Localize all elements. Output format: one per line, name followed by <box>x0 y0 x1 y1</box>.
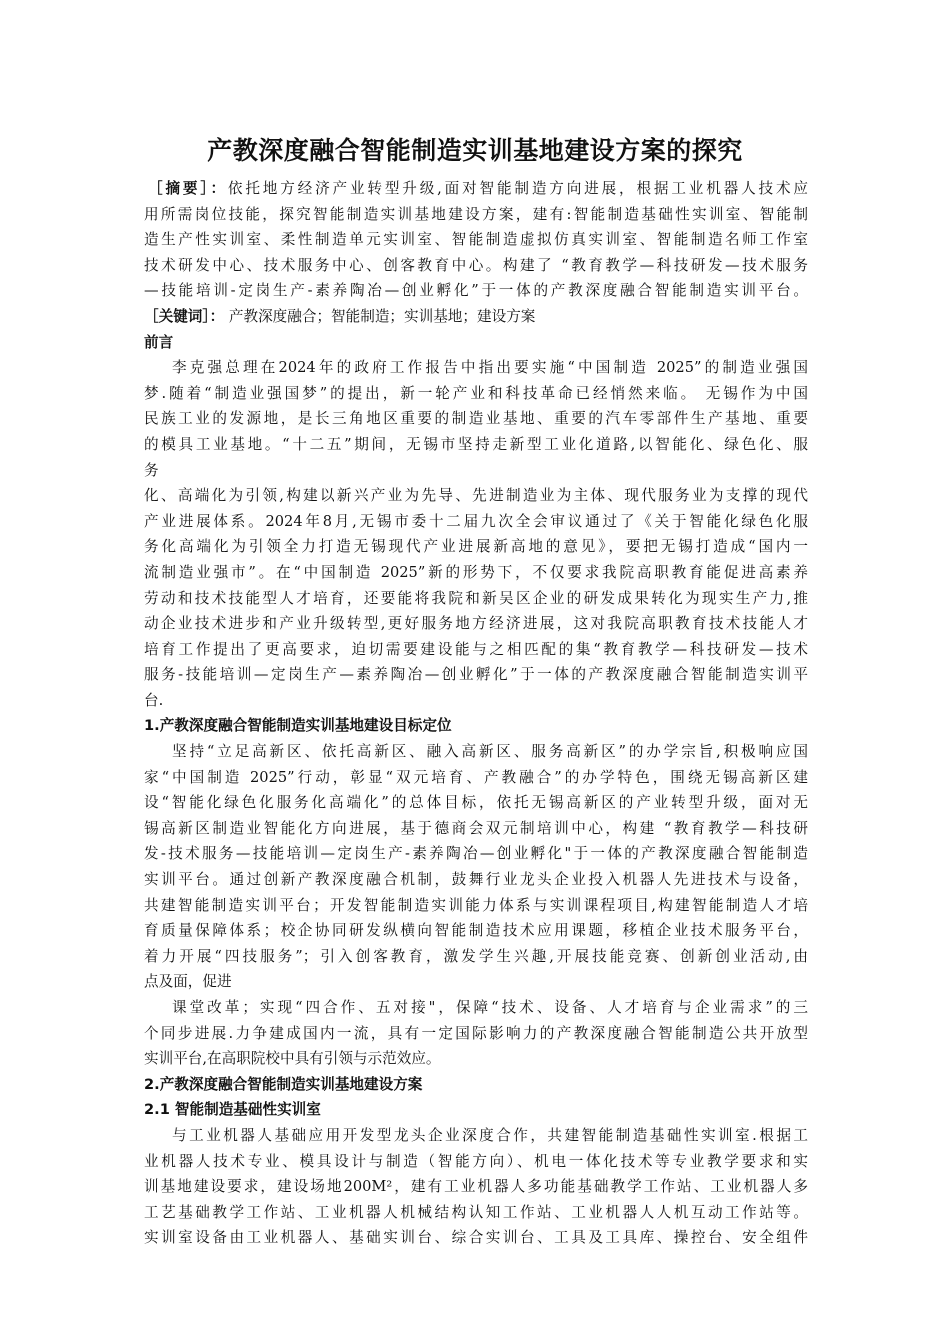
paragraph-line: 服务-技能培训—定岗生产—素养陶冶—创业孵化”于一体的产教深度融合智能制造实训平 <box>144 666 808 684</box>
document-body <box>144 176 808 1251</box>
section-2-1-heading: 2.1 智能制造基础性实训室 <box>144 1101 321 1119</box>
paragraph-line: 产业进展体系。2024年8月,无锡市委十二届九次全会审议通过了《关于智能化绿色化服 <box>144 512 808 530</box>
document-title: 产教深度融合智能制造实训基地建设方案的探究 <box>207 136 743 165</box>
paragraph-line: 设“智能化绿色化服务化高端化”的总体目标，依托无锡高新区的产业转型升级，面对无 <box>144 794 808 812</box>
paragraph-line: 工艺基础教学工作站、工业机器人机械结构认知工作站、工业机器人人机互动工作站等。 <box>144 1203 808 1221</box>
paragraph-line: 动企业技术进步和产业升级转型,更好服务地方经济进展，这对我院高职教育技术技能人才 <box>144 615 808 633</box>
paragraph-line: 点及面，促进 <box>144 973 232 991</box>
paragraph-line: 李克强总理在2024年的政府工作报告中指出要实施“中国制造 2025”的制造业强国 <box>172 359 808 377</box>
abstract-text: 依托地方经济产业转型升级,面对智能制造方向进展，根据工业机器人技术应 <box>227 180 808 197</box>
paragraph-line: 个同步进展.力争建成国内一流，具有一定国际影响力的产教深度融合智能制造公共开放型 <box>144 1024 808 1042</box>
section-2-1-paragraph <box>144 1123 808 1251</box>
paragraph-line: 家“中国制造 2025”行动，彰显“双元培育、产教融合”的办学特色，围绕无锡高新区建 <box>144 768 808 786</box>
paragraph-line: 台. <box>144 691 164 709</box>
keywords-text: 产教深度融合；智能制造；实训基地；建设方案 <box>224 307 536 325</box>
abstract-label: ［摘要］： <box>148 180 228 197</box>
section-1-heading: 1.产教深度融合智能制造实训基地建设目标定位 <box>144 717 452 735</box>
paragraph-line: 着力开展“四技服务”；引入创客教育，激发学生兴趣,开展技能竞赛、创新创业活动,由 <box>144 947 808 965</box>
paragraph-line: 课堂改革；实现“四合作、五对接"，保障“技术、设备、人才培育与企业需求”的三 <box>172 999 808 1016</box>
paragraph-line: 发-技术服务—技能培训—定岗生产-素养陶冶—创业孵化"于一体的产教深度融合智能制造 <box>144 845 808 863</box>
abstract-line: 技术研发中心、技术服务中心、创客教育中心。构建了 “教育教学—科技研发—技术服务 <box>144 256 808 274</box>
section-2-heading: 2.产教深度融合智能制造实训基地建设方案 <box>144 1075 423 1093</box>
paragraph-line: 流制造业强市”。在“中国制造 2025”新的形势下，不仅要求我院高职教育能促进高素养 <box>144 563 808 581</box>
paragraph-line: 实训室设备由工业机器人、基础实训台、综合实训台、工具及工具库、操控台、安全组件 <box>144 1229 808 1247</box>
paragraph-line: 锡高新区制造业智能化方向进展，基于德商会双元制培训中心，构建 “教育教学—科技研 <box>144 819 808 837</box>
paragraph-line: 务 <box>144 461 159 479</box>
preface-paragraph <box>144 355 808 713</box>
paragraph-line: 劳动和技术技能型人才培育，还要能将我院和新吴区企业的研发成果转化为现实生产力,推 <box>144 589 808 607</box>
paragraph-line: 实训平台。通过创新产教深度融合机制，鼓舞行业龙头企业投入机器人先进技术与设备， <box>144 871 808 889</box>
keywords <box>144 304 808 330</box>
paragraph-line: 训基地建设要求，建设场地200M²，建有工业机器人多功能基础教学工作站、工业机器人多 <box>144 1178 808 1196</box>
paragraph-line: 共建智能制造实训平台；开发智能制造实训能力体系与实训课程项目,构建智能制造人才培 <box>144 896 808 914</box>
paragraph-line: 坚持“立足高新区、依托高新区、融入高新区、服务高新区”的办学宗旨,积极响应国 <box>172 743 808 761</box>
paragraph-line: 育质量保障体系；校企协同研发纵横向智能制造技术应用课题，移植企业技术服务平台， <box>144 922 808 940</box>
paragraph-line: 务化高端化为引领全力打造无锡现代产业进展新高地的意见》，要把无锡打造成“国内一 <box>144 538 808 556</box>
section-1-paragraph <box>144 739 808 1072</box>
abstract-line <box>144 176 808 202</box>
abstract-line: —技能培训-定岗生产-素养陶冶—创业孵化”于一体的产教深度融合智能制造实训平台。 <box>144 282 808 300</box>
paragraph-line: 化、高端化为引领,构建以新兴产业为先导、先进制造业为主体、现代服务业为支撑的现代 <box>144 487 808 505</box>
keywords-label: ［关键词］： <box>144 307 225 325</box>
paragraph-line: 实训平台,在高职院校中具有引领与示范效应。 <box>144 1050 441 1068</box>
paragraph-line: 与工业机器人基础应用开发型龙头企业深度合作，共建智能制造基础性实训室.根据工 <box>172 1126 808 1144</box>
abstract-line: 用所需岗位技能，探究智能制造实训基地建设方案，建有:智能制造基础性实训室、智能制 <box>144 205 808 223</box>
paragraph-line: 民族工业的发源地，是长三角地区重要的制造业基地、重要的汽车零部件生产基地、重要 <box>144 410 808 428</box>
abstract <box>144 176 808 304</box>
paragraph-line: 梦.随着“制造业强国梦”的提出，新一轮产业和科技革命已经悄然来临。 无锡作为中国 <box>144 384 808 402</box>
paragraph-line: 培育工作提出了更高要求，迫切需要建设能与之相匹配的集“教育教学—科技研发—技术 <box>144 640 808 658</box>
paragraph-line: 业机器人技术专业、模具设计与制造（智能方向）、机电一体化技术等专业教学要求和实 <box>144 1152 808 1170</box>
abstract-line: 造生产性实训室、柔性制造单元实训室、智能制造虚拟仿真实训室、智能制造名师工作室 <box>144 231 808 249</box>
preface-heading: 前言 <box>144 333 174 351</box>
paragraph-line: 的模具工业基地。“十二五”期间，无锡市坚持走新型工业化道路,以智能化、绿色化、服 <box>144 435 808 453</box>
